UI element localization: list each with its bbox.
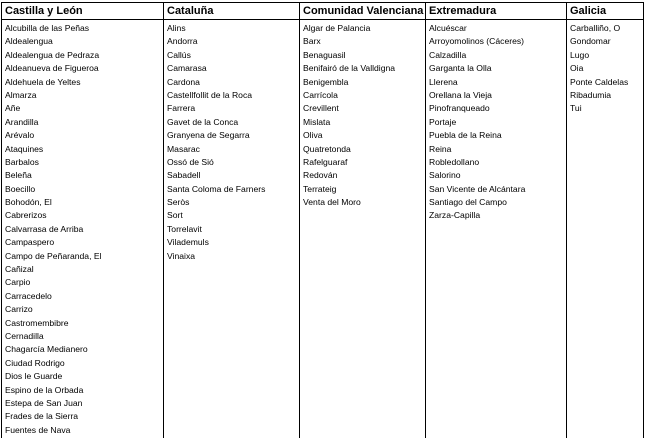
- municipality-cell: Barbalos: [5, 156, 39, 167]
- column-header: Castilla y León: [2, 2, 163, 20]
- municipality-cell: Reina: [429, 143, 452, 154]
- municipality-cell: Aldealengua de Pedraza: [5, 49, 100, 60]
- column-cataluna: [164, 2, 300, 438]
- municipality-cell: Barx: [303, 36, 321, 47]
- municipality-cell: Puebla de la Reina: [429, 130, 502, 141]
- municipality-cell: Carracedelo: [5, 290, 52, 301]
- municipality-cell: Oia: [570, 63, 584, 74]
- municipality-cell: Carpio: [5, 277, 31, 288]
- municipality-cell: Dios le Guarde: [5, 371, 63, 382]
- municipality-cell: Calvarrasa de Arriba: [5, 223, 84, 234]
- municipality-cell: Santiago del Campo: [429, 197, 507, 208]
- municipality-cell: Vinaixa: [167, 250, 196, 261]
- municipality-cell: Chagarcía Medianero: [5, 344, 88, 355]
- municipality-cell: Tui: [570, 103, 582, 114]
- municipality-list: [426, 20, 566, 223]
- municipality-cell: Cabrerizos: [5, 210, 47, 221]
- municipality-cell: Terrateig: [303, 183, 337, 194]
- municipality-cell: Pinofranqueado: [429, 103, 490, 114]
- municipality-cell: Quatretonda: [303, 143, 351, 154]
- municipality-cell: Orellana la Vieja: [429, 89, 492, 100]
- municipality-list: [300, 20, 425, 209]
- municipality-cell: Carrícola: [303, 89, 338, 100]
- municipality-cell: Ataquines: [5, 143, 44, 154]
- municipality-cell: Llerena: [429, 76, 458, 87]
- municipality-cell: Aldehuela de Yeltes: [5, 76, 81, 87]
- municipality-cell: Ciudad Rodrigo: [5, 357, 65, 368]
- municipality-cell: Castromembibre: [5, 317, 69, 328]
- municipality-cell: San Vicente de Alcántara: [429, 183, 526, 194]
- municipality-cell: Alins: [167, 23, 186, 33]
- municipalities-table: [1, 2, 644, 438]
- municipality-cell: Gavet de la Conca: [167, 116, 239, 127]
- municipality-cell: Redován: [303, 170, 338, 181]
- municipality-cell: Benaguasil: [303, 49, 346, 60]
- municipality-cell: Arroyomolinos (Cáceres): [429, 36, 525, 47]
- municipality-cell: Robledollano: [429, 156, 480, 167]
- municipality-cell: Ribadumia: [570, 89, 612, 100]
- column-header: Extremadura: [426, 2, 566, 20]
- column-header: Comunidad Valenciana: [300, 2, 425, 20]
- municipality-cell: Espino de la Orbada: [5, 384, 84, 395]
- municipality-cell: Cañizal: [5, 264, 34, 275]
- municipality-cell: Carrizo: [5, 304, 33, 315]
- municipality-cell: Aldealengua: [5, 36, 53, 47]
- municipality-cell: Salorino: [429, 170, 461, 181]
- municipality-cell: Alcuéscar: [429, 23, 467, 33]
- municipality-cell: Portaje: [429, 116, 457, 127]
- municipality-cell: Almarza: [5, 89, 37, 100]
- municipality-cell: Ossó de Sió: [167, 156, 214, 167]
- municipality-cell: Cernadilla: [5, 330, 44, 341]
- municipality-cell: Fuentes de Nava: [5, 424, 71, 435]
- municipality-cell: Masarac: [167, 143, 200, 154]
- municipality-cell: Sabadell: [167, 170, 201, 181]
- municipality-cell: Camarasa: [167, 63, 207, 74]
- municipality-cell: Beleña: [5, 170, 32, 181]
- municipality-cell: Callús: [167, 49, 191, 60]
- municipality-cell: Seròs: [167, 197, 190, 208]
- municipality-cell: Arévalo: [5, 130, 35, 141]
- municipality-cell: Campaspero: [5, 237, 55, 248]
- municipality-cell: Vilademuls: [167, 237, 209, 248]
- municipality-cell: Oliva: [303, 130, 323, 141]
- municipality-cell: Campo de Peñaranda, El: [5, 250, 102, 261]
- municipality-list: [2, 20, 163, 437]
- municipality-cell: Mislata: [303, 116, 331, 127]
- municipality-cell: Arandilla: [5, 116, 39, 127]
- municipality-cell: Zarza-Capilla: [429, 210, 481, 221]
- municipality-cell: Sort: [167, 210, 183, 221]
- municipality-list: [164, 20, 299, 263]
- municipality-cell: Rafelguaraf: [303, 156, 348, 167]
- municipality-cell: Torrelavit: [167, 223, 202, 234]
- municipality-cell: Venta del Moro: [303, 197, 361, 208]
- municipality-cell: Andorra: [167, 36, 198, 47]
- column-extremadura: [426, 2, 567, 438]
- municipality-cell: Aldeanueva de Figueroa: [5, 63, 99, 74]
- municipality-cell: Castellfollit de la Roca: [167, 89, 253, 100]
- municipality-cell: Carballiño, O: [570, 23, 621, 33]
- column-header: Galicia: [567, 2, 643, 20]
- municipality-cell: Algar de Palancia: [303, 23, 371, 33]
- municipality-cell: Granyena de Segarra: [167, 130, 250, 141]
- municipality-cell: Bohodón, El: [5, 197, 52, 208]
- municipality-cell: Frades de la Sierra: [5, 411, 79, 422]
- column-comunidad-valenciana: [300, 2, 426, 438]
- column-castilla-y-leon: [2, 2, 164, 438]
- municipality-cell: Santa Coloma de Farners: [167, 183, 266, 194]
- municipality-cell: Benigembla: [303, 76, 349, 87]
- column-galicia: [567, 2, 644, 438]
- municipality-cell: Garganta la Olla: [429, 63, 492, 74]
- municipality-cell: Benifairó de la Valldigna: [303, 63, 396, 74]
- municipality-cell: Estepa de San Juan: [5, 397, 83, 408]
- municipality-list: [567, 20, 643, 116]
- municipality-cell: Lugo: [570, 49, 590, 60]
- municipality-cell: Cardona: [167, 76, 200, 87]
- municipality-cell: Añe: [5, 103, 21, 114]
- municipality-cell: Boecillo: [5, 183, 36, 194]
- municipality-cell: Crevillent: [303, 103, 339, 114]
- municipality-cell: Calzadilla: [429, 49, 467, 60]
- municipality-cell: Alcubilla de las Peñas: [5, 23, 90, 33]
- column-header: Cataluña: [164, 2, 299, 20]
- municipality-cell: Gondomar: [570, 36, 611, 47]
- municipality-cell: Ponte Caldelas: [570, 76, 629, 87]
- municipality-cell: Farrera: [167, 103, 196, 114]
